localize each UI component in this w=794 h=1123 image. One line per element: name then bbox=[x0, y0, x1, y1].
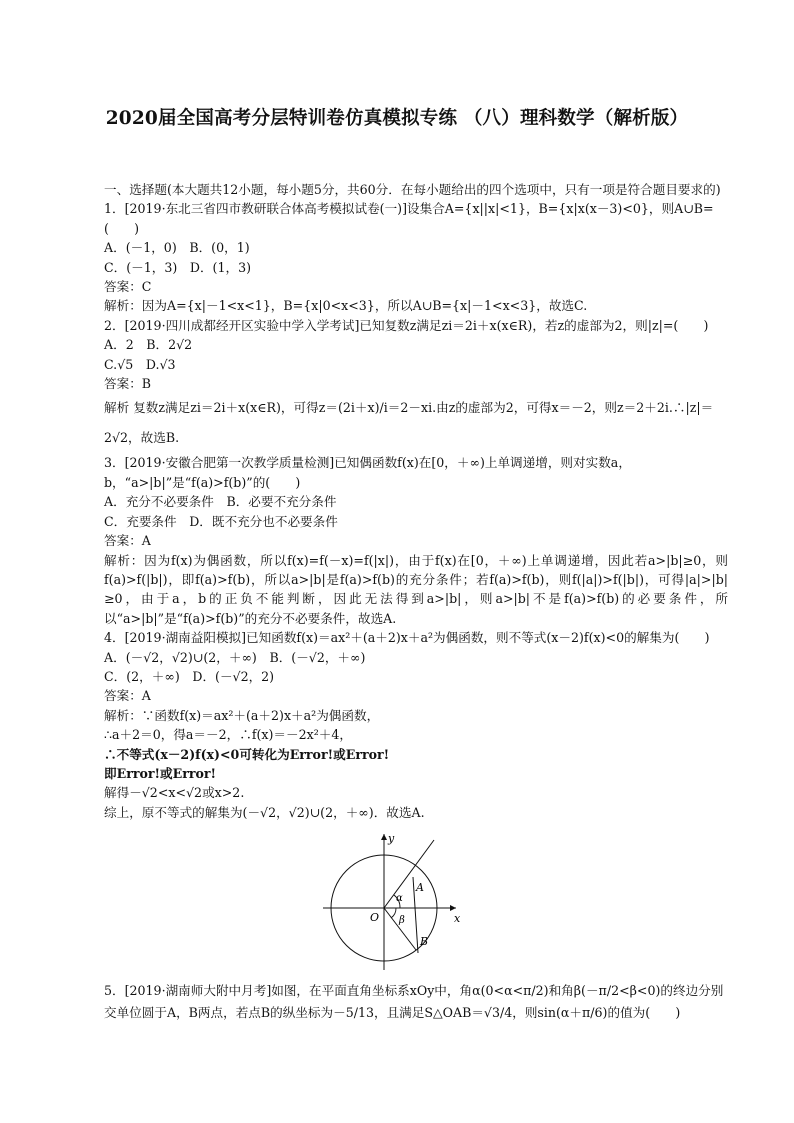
origin-label: O bbox=[370, 911, 380, 925]
alpha-label: α bbox=[396, 893, 403, 905]
q1-explanation: 解析：因为A={x|－1<x<1}，B={x|0<x<3}，所以A∪B={x|－1<x<3}，故选C. bbox=[104, 298, 588, 314]
q4-explanation-2: ∴a＋2＝0，得a＝－2，∴f(x)＝－2x²＋4， bbox=[104, 727, 352, 743]
document-title: 2020届全国高考分层特训卷仿真模拟专练 （八）理科数学（解析版） bbox=[105, 108, 689, 129]
q3-options-ab: A．充分不必要条件 B．必要不充分条件 bbox=[104, 494, 337, 510]
q4-answer: 答案：A bbox=[104, 688, 151, 704]
document-body bbox=[78, 180, 728, 1024]
question-2: 2．[2019·四川成都经开区实验中学入学考试]已知复数z满足zi＝2i＋x(x∈R)，若z的虚部为2，则|z|=( ) bbox=[104, 317, 709, 333]
q1-options-cd: C．(－1，3) D．(1，3) bbox=[104, 259, 251, 275]
beta-label: β bbox=[399, 915, 405, 927]
q3-answer: 答案：A bbox=[104, 533, 151, 549]
q2-options-ab: A．2 B．2√2 bbox=[104, 337, 193, 353]
y-axis-label: y bbox=[388, 832, 395, 846]
point-a-label: A bbox=[416, 881, 424, 895]
q2-explanation: 解析 复数z满足zi＝2i＋x(x∈R)，可得z＝(2i＋x)/i＝2－xi.由z的虚部为2，可得x＝－2，则z＝2＋2i.∴|z|＝2√2，故选B. bbox=[104, 400, 714, 446]
question-1: 1．[2019·东北三省四市教研联合体高考模拟试卷(一)]设集合A={x||x|<1}，B={x|x(x－3)<0}，则A∪B=( ) bbox=[104, 201, 714, 236]
q4-explanation-5: 解得－√2<x<√2或x>2. bbox=[104, 785, 245, 801]
q1-answer: 答案：C bbox=[104, 279, 152, 295]
unit-circle-figure bbox=[308, 832, 468, 972]
q4-options-cd: C．(2，＋∞) D．(－√2，2) bbox=[104, 668, 275, 684]
q1-options-ab: A．(－1，0) B．(0，1) bbox=[104, 240, 250, 256]
question-3: 3．[2019·安徽合肥第一次教学质量检测]已知偶函数f(x)在[0，＋∞)上单调递增，则对实数a，b，“a>|b|”是“f(a)>f(b)”的( ) bbox=[104, 455, 631, 490]
point-b-label: B bbox=[420, 935, 429, 949]
question-4: 4．[2019·湖南益阳模拟]已知函数f(x)＝ax²＋(a＋2)x＋a²为偶函数，则不等式(x－2)f(x)<0的解集为( ) bbox=[104, 630, 710, 646]
section-heading: 一、选择题(本大题共12小题，每小题5分，共60分．在每小题给出的四个选项中，只有一项是符合题目要求的) bbox=[104, 182, 721, 197]
q3-options-cd: C．充要条件 D．既不充分也不必要条件 bbox=[104, 513, 338, 529]
q4-explanation-1: 解析：∵函数f(x)＝ax²＋(a＋2)x＋a²为偶函数， bbox=[104, 707, 380, 723]
q2-answer: 答案：B bbox=[104, 376, 152, 392]
question-5: 5．[2019·湖南师大附中月考]如图，在平面直角坐标系xOy中，角α(0<α<π/2)和角β(－π/2<β<0)的终边分别交单位圆于A，B两点，若点B的纵坐标为－5/13，且满足S△OAB＝√3/4，则sin(α＋π/6)的值为( ) bbox=[104, 983, 724, 1021]
q2-options-cd: C.√5 D.√3 bbox=[104, 356, 176, 372]
q4-conclusion: 综上，原不等式的解集为(－√2，√2)∪(2，＋∞)．故选A. bbox=[104, 804, 425, 820]
q3-explanation: 解析：因为f(x)为偶函数，所以f(x)=f(－x)=f(|x|)，由于f(x)在[0，＋∞)上单调递增，因此若a>|b|≥0，则f(a)>f(|b|)，即f(a)>f(b)，所以a>|b|是f(a)>f(b)的充分条件；若f(a)>f(b)，则f(|a|)>f(|b|)，可得|a|>|b|≥0，由于a，b的正负不能判断，因此无法得到a>|b|，则a>|b|不是f(a)>f(b)的必要条件，所以“a>|b|”是“f(a)>f(b)”的充分不必要条件，故选A. bbox=[104, 552, 728, 626]
q4-explanation-4: 即Error!或Error! bbox=[104, 765, 217, 781]
q4-options-ab: A．(－√2，√2)∪(2，＋∞) B．(－√2，＋∞) bbox=[104, 649, 366, 665]
x-axis-label: x bbox=[454, 912, 461, 926]
q4-explanation-3: ∴不等式(x－2)f(x)<0可转化为Error!或Error! bbox=[104, 746, 390, 762]
